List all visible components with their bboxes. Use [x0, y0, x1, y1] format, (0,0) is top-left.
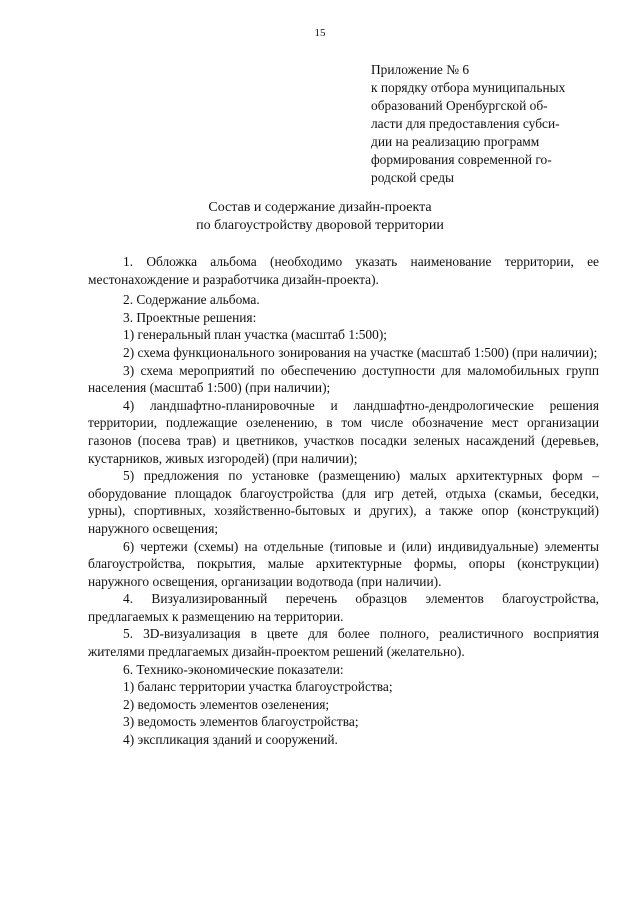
paragraph: 4) экспликация зданий и сооружений. — [123, 732, 338, 748]
appendix-line: Приложение № 6 — [371, 62, 470, 77]
paragraph: 2) ведомость элементов озеленения; — [123, 696, 330, 712]
paragraph: 4) ландшафтно-планировочные и ландшафтно-дендрологические решения территории, подлежащие озеленению, в том числе обозначение мест организации газонов (посева трав) и цветников, участков посадки зеленых насаждений (деревьев, кустарников, живых изгородей) (при наличии); — [88, 397, 599, 466]
paragraph: 1) генеральный план участка (масштаб 1:500); — [123, 327, 388, 343]
paragraph: 6) чертежи (схемы) на отдельные (типовые и (или) индивидуальные) элементы благоустройства, покрытия, малые архитектурные формы, опоры (конструкции) наружного освещения, организации водотвода (при наличии). — [88, 538, 599, 589]
paragraph: 6. Технико-экономические показатели: — [123, 661, 344, 677]
document-title — [0, 199, 640, 235]
paragraph: 3) схема мероприятий по обеспечению доступности для маломобильных групп населения (масштаб 1:500) (при наличии); — [88, 362, 599, 396]
document-body — [88, 253, 599, 749]
appendix-line: формирования современной го- — [371, 152, 552, 167]
paragraph: 4. Визуализированный перечень образцов элементов благоустройства, предлагаемых к размещению на территории. — [88, 591, 599, 624]
paragraph: 3) ведомость элементов благоустройства; — [123, 714, 359, 730]
paragraph: 2. Содержание альбома. — [123, 292, 260, 308]
appendix-line: ласти для предоставления субси- — [371, 116, 560, 131]
paragraph: 1) баланс территории участка благоустройства; — [123, 679, 393, 695]
paragraph: 5. 3D-визуализация в цвете для более полного, реалистичного восприятия жителями предлагаемых дизайн-проектом решений (желательно). — [88, 626, 599, 660]
appendix-line: к порядку отбора муниципальных — [371, 80, 566, 95]
paragraph: 2) схема функционального зонирования на участке (масштаб 1:500) (при наличии); — [123, 344, 598, 360]
appendix-line: дии на реализацию программ — [371, 134, 540, 149]
appendix-line: образований Оренбургской об- — [371, 98, 548, 113]
appendix-header — [371, 61, 599, 187]
title-line-1: Состав и содержание дизайн-проекта — [208, 200, 432, 215]
title-line-2: по благоустройству дворовой территории — [196, 218, 444, 233]
paragraph: 5) предложения по установке (размещению) малых архитектурных форм – оборудование площадок благоустройства (для игр детей, отдыха (скамьи, беседки, урны), спортивных, хозяйственно-бытовых и других), а также опор (конструкций) наружного освещения; — [88, 468, 599, 536]
appendix-line: родской среды — [371, 170, 455, 185]
paragraph: 1. Обложка альбома (необходимо указать наименование территории, ее местонахождение и разработчика дизайн-проекта). — [88, 254, 599, 287]
page-number: 15 — [314, 27, 326, 39]
paragraph: 3. Проектные решения: — [123, 309, 257, 325]
